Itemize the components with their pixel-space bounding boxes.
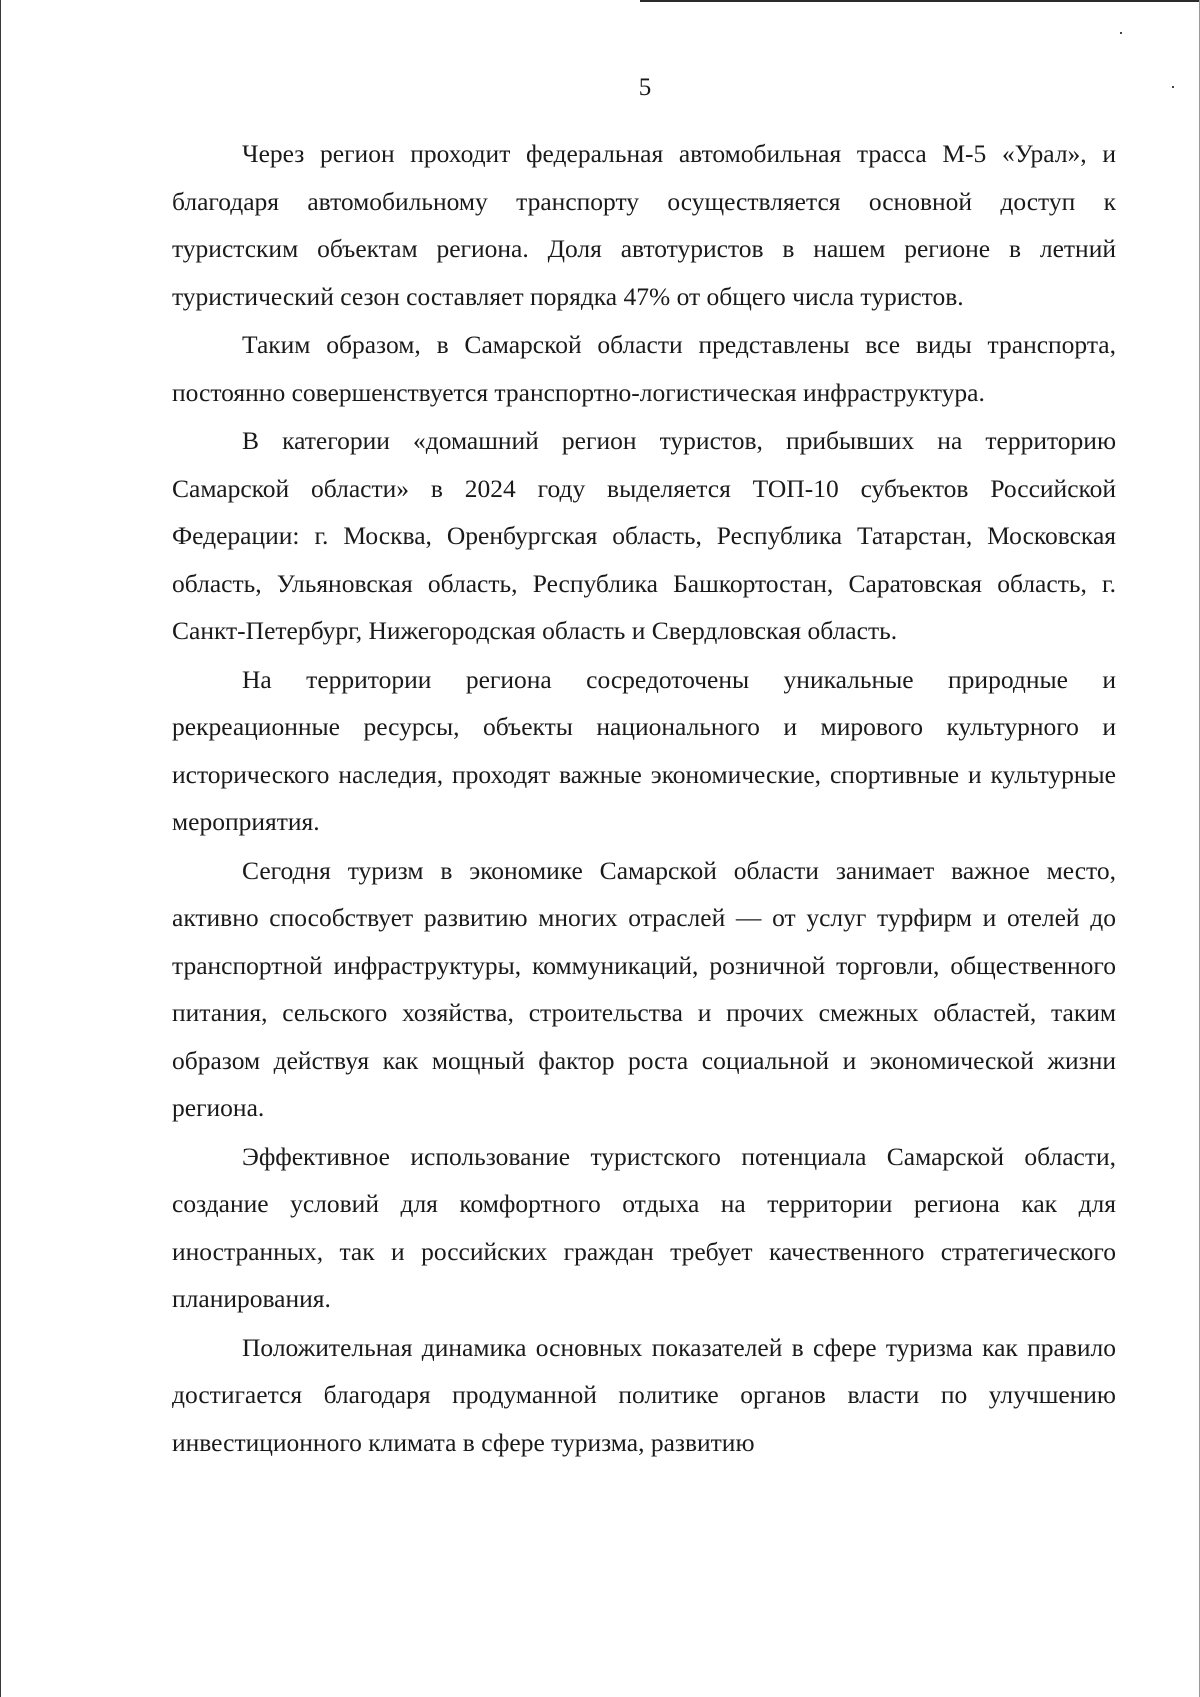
scan-edge-left [0,0,1,1697]
page-number: 5 [638,74,652,101]
paragraph: Эффективное использование туристского потенциала Самарской области, создание условий для комфортного отдыха на территории региона как для иностранных, так и российских граждан требует качественного стратегического планирования. [172,1141,1116,1313]
scan-speck [1120,32,1122,34]
paragraph: Сегодня туризм в экономике Самарской области занимает важное место, активно способствует развитию многих отраслей — от услуг турфирм и отелей до транспортной инфраструктуры, коммуникаций, розничной торговли, общественного питания, сельского хозяйства, строительства и прочих смежных областей, таким образом действуя как мощный фактор роста социальной и экономической жизни региона. [172,855,1116,1122]
paragraph: Положительная динамика основных показателей в сфере туризма как правило достигается благодаря продуманной политике органов власти по улучшению инвестиционного климата в сфере туризма, развитию [172,1332,1116,1457]
paragraph: Через регион проходит федеральная автомобильная трасса М-5 «Урал», и благодаря автомобильному транспорту осуществляется основной доступ к туристским объектам региона. Доля автотуристов в нашем регионе в летний туристический сезон составляет порядка 47% от общего числа туристов. [172,139,1116,311]
paragraph: В категории «домашний регион туристов, прибывших на территорию Самарской области» в 2024 году выделяется ТОП-10 субъектов Российской Федерации: г. Москва, Оренбургская область, Республика Татарстан, Московская область, Ульяновская область, Республика Башкортостан, Саратовская область, г. Санкт-Петербург, Нижегородская область и Свердловская область. [172,426,1116,645]
scan-edge-top [640,0,1200,2]
paragraph: На территории региона сосредоточены уникальные природные и рекреационные ресурсы, объекты национального и мирового культурного и исторического наследия, проходят важные экономические, спортивные и культурные мероприятия. [172,664,1116,836]
paragraph: Таким образом, в Самарской области представлены все виды транспорта, постоянно совершенствуется транспортно-логистическая инфраструктура. [172,330,1116,407]
document-body [172,130,1116,1467]
